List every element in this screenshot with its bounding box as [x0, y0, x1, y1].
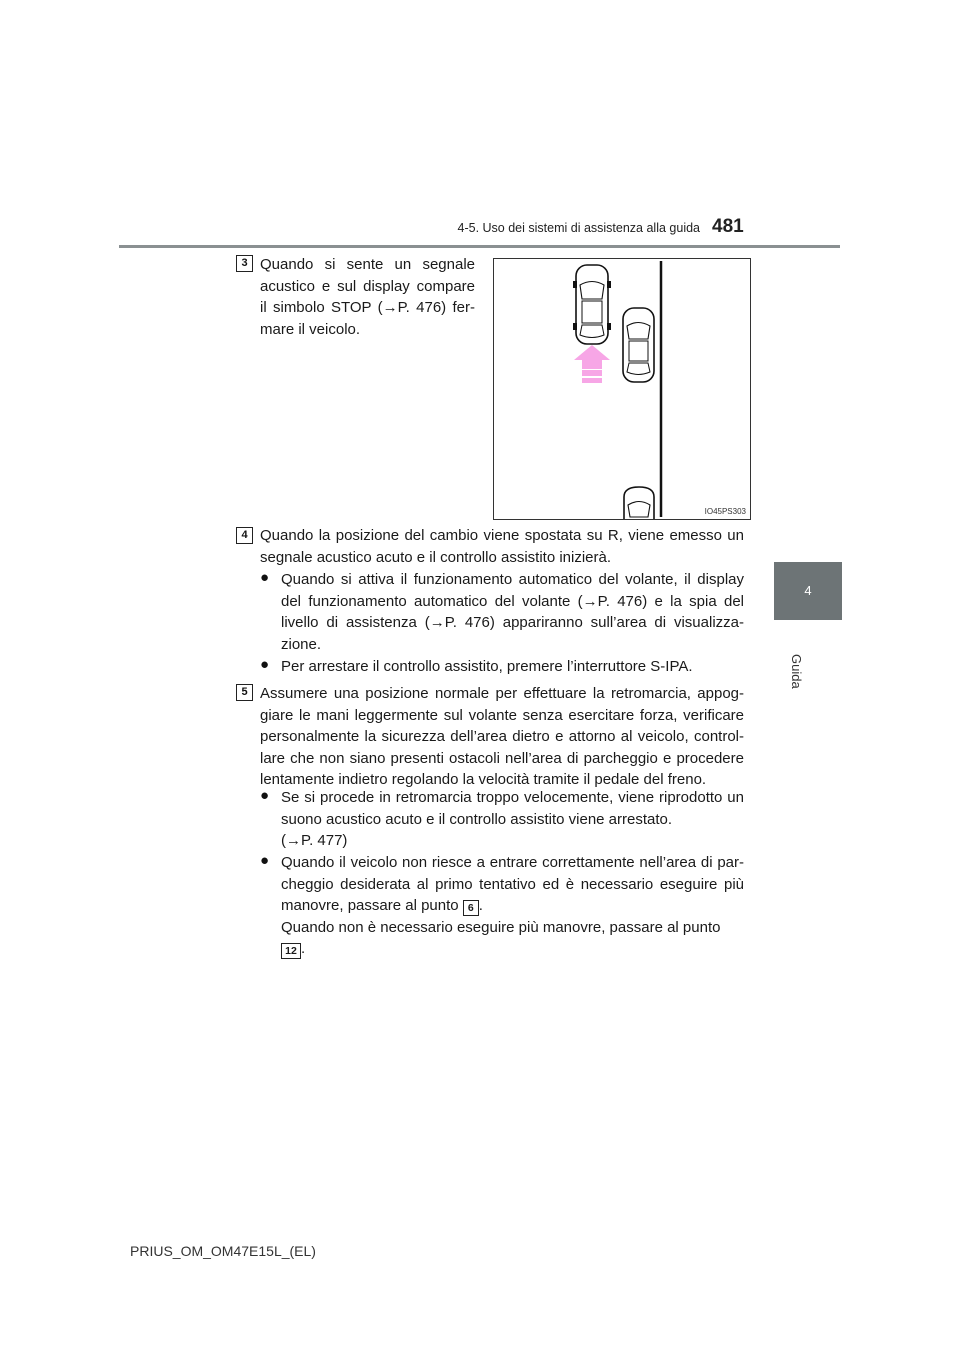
bullet-icon: ● [260, 787, 270, 804]
page-number: 481 [712, 216, 744, 237]
step-4-text: Quando la posizione del cambio viene spostata su R, viene emesso un segnale acustico acuto e il controllo assistito inizierà. [260, 527, 744, 566]
step-5-bullet-1-ref: (→P. 477) [281, 832, 348, 850]
chapter-label-box [772, 620, 842, 700]
header-rule [119, 245, 840, 248]
direction-arrow-icon [574, 345, 610, 383]
chapter-tab: 4 [774, 562, 842, 620]
step-5-text: Assumere una posizione normale per effettuare la retromarcia, appog-giare le mani leggermente sul volante senza esercitare forza, verificare personalmente la sicurezza dell’area dietro e attorno al veicolo, control-lare che non siano presenti ostacoli nell’area di parcheggio e procedere lentamente indietro regolando la velocità tramite il pedale del freno. [260, 685, 744, 789]
step-5-bullet-2 [281, 852, 744, 960]
step-number-3: 3 [236, 255, 253, 272]
step-5-bullet-1 [281, 787, 744, 852]
step-4-bullet-1: Quando si attiva il funzionamento automatico del volante, il display del funzionamento automatico del volante (→P. 476) e la spia del livello di assistenza (→P. 476) appariranno sull’area di visualizza-zione. [281, 571, 744, 653]
bullet-icon: ● [260, 656, 270, 673]
parked-car-icon [623, 308, 654, 382]
step-number-4: 4 [236, 527, 253, 544]
section-title: 4-5. Uso dei sistemi di assistenza alla guida [457, 221, 700, 235]
figure-code: IO45PS303 [704, 507, 746, 516]
parking-diagram-svg [494, 259, 750, 519]
period: . [478, 897, 483, 915]
bullet-icon: ● [260, 852, 270, 869]
step-number-5: 5 [236, 684, 253, 701]
step-3-text: Quando si sente un segnale acustico e sul display compare il simbolo STOP (→P. 476) fer-mare il veicolo. [260, 256, 475, 338]
document-code: PRIUS_OM_OM47E15L_(EL) [130, 1243, 316, 1259]
chapter-label: Guida [789, 654, 804, 689]
step-5-bullet-1-text: Se si procede in retromarcia troppo velocemente, viene riprodotto un suono acustico acuto e il controllo assistito viene arrestato. [281, 789, 744, 828]
step-4-bullet-2: Per arrestare il controllo assistito, premere l’interruttore S-IPA. [281, 658, 693, 675]
step-ref-6[interactable]: 6 [463, 900, 479, 916]
step-5-bullet-2-text-b: Quando non è necessario eseguire più manovre, passare al punto [281, 918, 721, 936]
step-5-bullet-2-text-a: Quando il veicolo non riesce a entrare correttamente nell’area di par-cheggio desiderata al primo tentativo ed è necessario eseguire più manovre, passare al punto [281, 854, 744, 915]
moving-car-icon [573, 265, 611, 344]
bullet-icon: ● [260, 569, 270, 586]
bottom-car-icon [624, 487, 654, 519]
step-ref-12[interactable]: 12 [281, 943, 301, 959]
period: . [301, 940, 306, 958]
parking-diagram [493, 258, 751, 520]
